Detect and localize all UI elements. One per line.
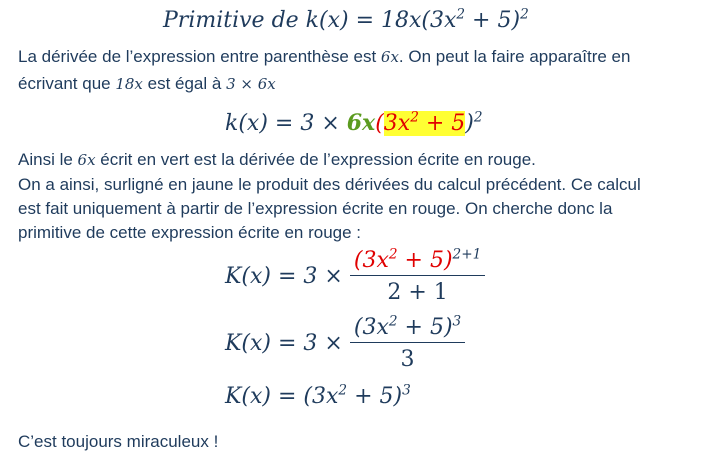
para2-math-6x: 6x	[77, 151, 96, 169]
title-tail: + 5)	[465, 8, 521, 33]
eq1-green-derivative: 6x	[346, 110, 376, 136]
para1-math-6x: 6x	[380, 48, 399, 66]
para1-math-3x6x: 3 × 6x	[226, 75, 276, 93]
eq2-lhs: K(x) = 3 ×	[225, 264, 343, 289]
para1-text-b: . On peut la faire apparaître en	[398, 47, 631, 66]
equation-K-result	[225, 384, 411, 409]
eq3-lhs: K(x) = 3 ×	[225, 331, 343, 356]
eq1-open-paren: (	[375, 111, 384, 136]
equation-K-step-1	[225, 248, 485, 305]
page-title	[163, 8, 529, 33]
paragraph-2-line-2: On a ainsi, surligné en jaune le produit des dérivées du calcul précédent. Ce calcul	[18, 175, 641, 194]
eq2-num-square: 2	[388, 246, 398, 263]
eq4-exponent: 3	[402, 382, 411, 399]
eq2-fraction	[350, 248, 485, 305]
para1-text-a: La dérivée de l’expression entre parenthèse est	[18, 47, 381, 66]
eq1-highlighted-expression	[384, 111, 466, 136]
eq1-red-base: 3x	[383, 111, 411, 136]
para1-math-18x: 18x	[115, 75, 143, 93]
title-function: k(x) = 18x(3x	[305, 8, 457, 33]
paragraph-1-line-1	[18, 45, 630, 69]
eq2-denominator: 2 + 1	[387, 280, 448, 305]
para1-text-d: est égal à	[142, 74, 227, 93]
eq2-num-a: (3x	[353, 248, 389, 273]
paragraph-1-line-2	[18, 72, 276, 96]
eq3-fraction	[350, 315, 465, 372]
para2-text-a: Ainsi le	[18, 150, 78, 169]
paragraph-2-line-3: est fait uniquement à partir de l’expression écrite en rouge. On cherche donc la	[18, 199, 613, 218]
equation-K-step-2	[225, 315, 465, 372]
eq1-lhs: k(x) = 3 ×	[225, 111, 347, 136]
title-square-2: 2	[520, 6, 529, 23]
eq2-num-exponent: 2+1	[452, 246, 482, 263]
eq1-square: 2	[473, 109, 483, 126]
paragraph-2-line-4: primitive de cette expression écrite en rouge :	[18, 223, 362, 242]
eq3-denominator: 3	[400, 347, 415, 372]
para2-text-b: écrit en vert est la dérivée de l’expression écrite en rouge.	[95, 150, 536, 169]
equation-k	[225, 110, 483, 136]
eq4-mid: + 5)	[347, 384, 403, 409]
title-text: Primitive de	[163, 8, 306, 33]
eq3-num-exponent: 3	[452, 313, 462, 330]
eq3-num-a: (3x	[353, 315, 389, 340]
eq2-num-b: + 5)	[397, 248, 453, 273]
title-square: 2	[456, 6, 466, 23]
eq1-red-tail: + 5	[418, 111, 466, 136]
para1-text-c: écrivant que	[18, 74, 116, 93]
eq3-numerator	[350, 315, 465, 343]
eq4-lhs: K(x) = (3x	[225, 384, 339, 409]
eq1-close-paren: )	[465, 111, 474, 136]
eq1-red-square: 2	[410, 109, 419, 126]
paragraph-2-line-1	[18, 148, 536, 172]
eq3-num-square: 2	[388, 313, 398, 330]
conclusion-text: C’est toujours miraculeux !	[18, 432, 219, 451]
eq4-square: 2	[338, 382, 348, 399]
eq2-numerator	[350, 248, 485, 276]
eq3-num-b: + 5)	[397, 315, 453, 340]
